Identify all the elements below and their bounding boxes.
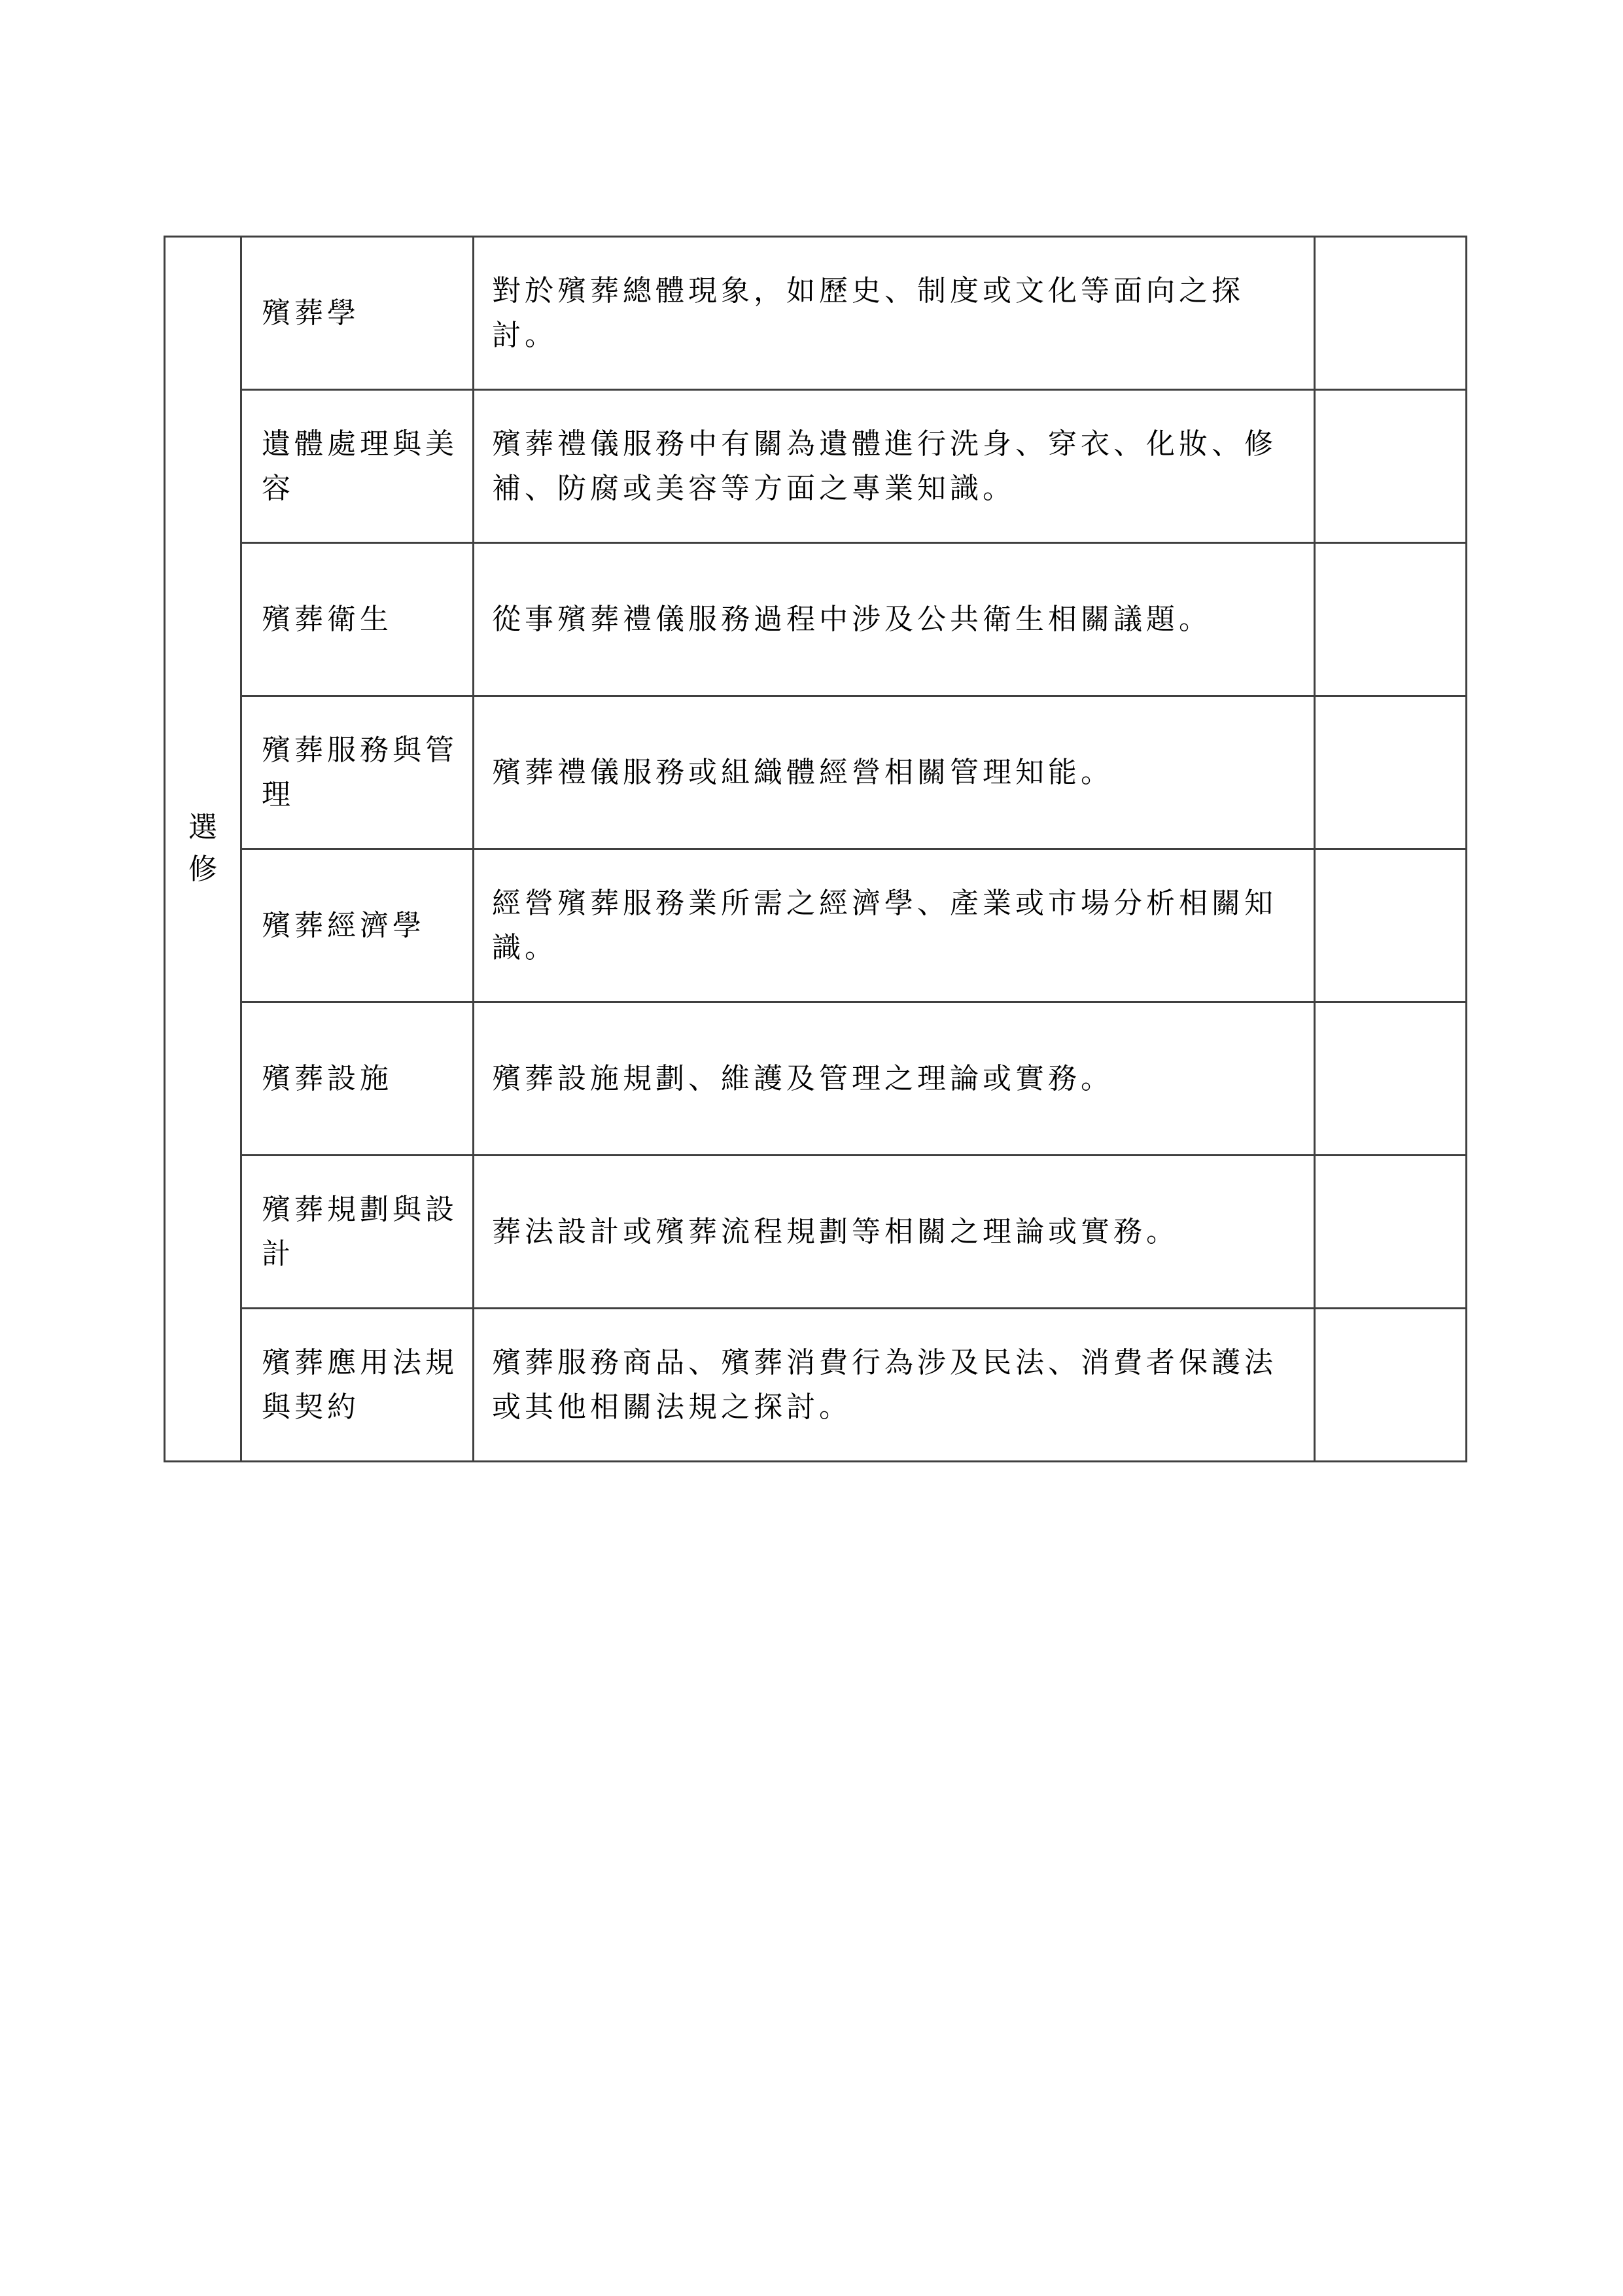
- table-row: [165, 696, 1467, 849]
- blank-cell: [1315, 237, 1467, 390]
- blank-cell: [1315, 696, 1467, 849]
- blank-cell: [1315, 849, 1467, 1002]
- table-row: [165, 1156, 1467, 1309]
- course-description-cell: 殯葬禮儀服務或組織體經營相關管理知能。: [474, 696, 1315, 849]
- category-label: 選修: [188, 810, 217, 886]
- blank-cell: [1315, 1309, 1467, 1462]
- course-name-cell: 殯葬設施: [241, 1002, 474, 1156]
- course-name-cell: 殯葬應用法規與契約: [241, 1309, 474, 1462]
- course-description-cell: 葬法設計或殯葬流程規劃等相關之理論或實務。: [474, 1156, 1315, 1309]
- course-description-cell: 對於殯葬總體現象，如歷史、制度或文化等面向之探討。: [474, 237, 1315, 390]
- course-description-cell: 殯葬禮儀服務中有關為遺體進行洗身、穿衣、化妝、修補、防腐或美容等方面之專業知識。: [474, 390, 1315, 543]
- course-name-cell: 殯葬服務與管理: [241, 696, 474, 849]
- table-row: [165, 849, 1467, 1002]
- course-name-cell: 殯葬學: [241, 237, 474, 390]
- course-description-cell: 經營殯葬服務業所需之經濟學、產業或市場分析相關知識。: [474, 849, 1315, 1002]
- blank-cell: [1315, 390, 1467, 543]
- course-name-cell: 殯葬經濟學: [241, 849, 474, 1002]
- blank-cell: [1315, 1002, 1467, 1156]
- course-table: [164, 236, 1467, 1462]
- course-name-cell: 遺體處理與美容: [241, 390, 474, 543]
- table-row: [165, 237, 1467, 390]
- blank-cell: [1315, 1156, 1467, 1309]
- course-description-cell: 殯葬設施規劃、維護及管理之理論或實務。: [474, 1002, 1315, 1156]
- table-row: [165, 543, 1467, 696]
- course-name-cell: 殯葬規劃與設計: [241, 1156, 474, 1309]
- table-row: [165, 1002, 1467, 1156]
- category-cell: [165, 237, 241, 1462]
- course-name-cell: 殯葬衛生: [241, 543, 474, 696]
- table-row: [165, 1309, 1467, 1462]
- course-description-cell: 從事殯葬禮儀服務過程中涉及公共衛生相關議題。: [474, 543, 1315, 696]
- table-row: [165, 390, 1467, 543]
- course-description-cell: 殯葬服務商品、殯葬消費行為涉及民法、消費者保護法或其他相關法規之探討。: [474, 1309, 1315, 1462]
- blank-cell: [1315, 543, 1467, 696]
